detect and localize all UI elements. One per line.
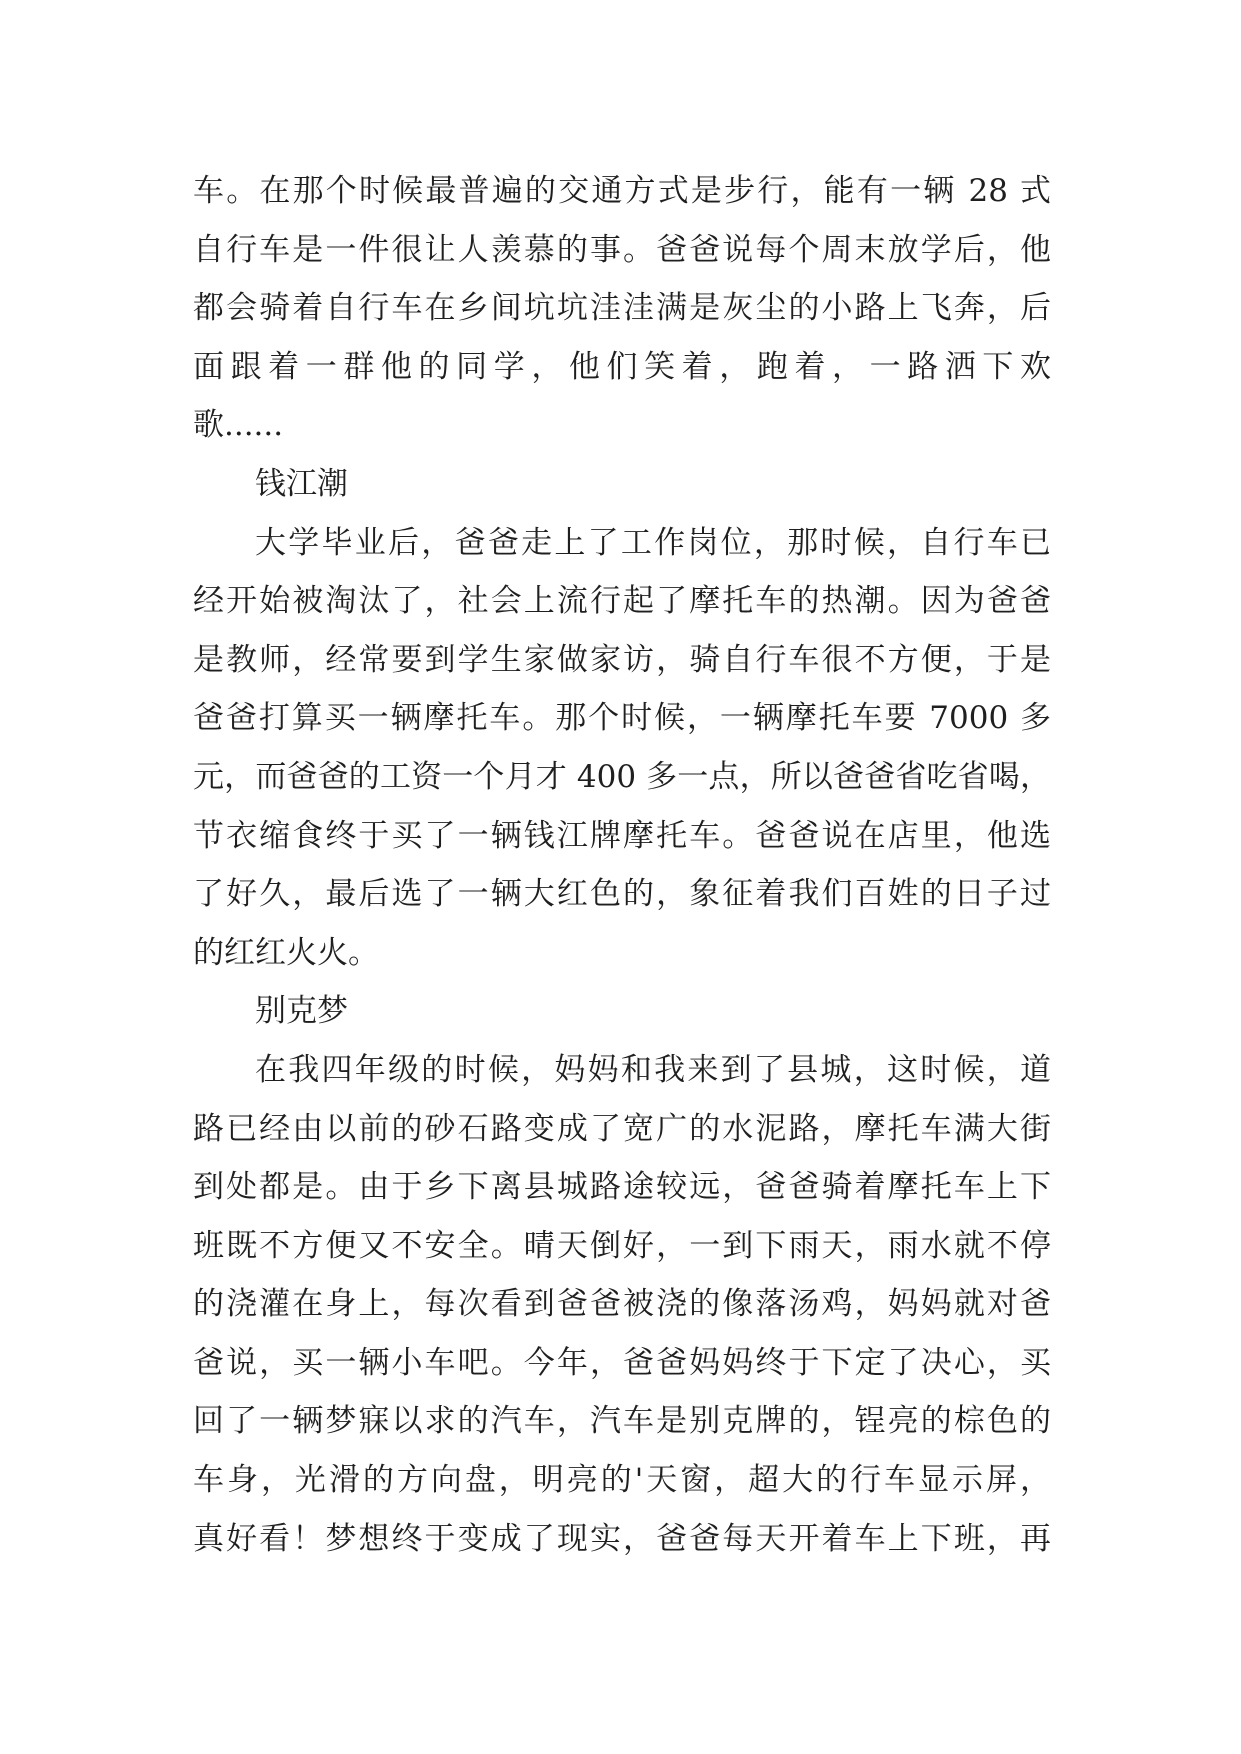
text-line: 大学毕业后，爸爸走上了工作岗位，那时候，自行车已 [255,524,1051,561]
text-line: 到处都是。由于乡下离县城路途较远，爸爸骑着摩托车上下 [193,1169,1051,1206]
text-line: 的浇灌在身上，每次看到爸爸被浇的像落汤鸡，妈妈就对爸 [193,1286,1051,1323]
text-line: 爸说，买一辆小车吧。今年，爸爸妈妈终于下定了决心，买 [193,1344,1051,1381]
text-line: 在我四年级的时候，妈妈和我来到了县城，这时候，道 [255,1051,1051,1088]
section-heading: 钱江潮 [255,465,348,502]
text-line: 节衣缩食终于买了一辆钱江牌摩托车。爸爸说在店里，他选 [193,817,1051,854]
text-line: 是教师，经常要到学生家做家访，骑自行车很不方便，于是 [193,641,1051,678]
text-line: 自行车是一件很让人羡慕的事。爸爸说每个周末放学后，他 [193,231,1051,268]
text-line: 爸爸打算买一辆摩托车。那个时候，一辆摩托车要 7000 多 [193,700,1051,737]
text-line: 的红红火火。 [193,934,379,971]
text-line: 经开始被淘汰了，社会上流行起了摩托车的热潮。因为爸爸 [193,583,1051,620]
text-line: 元，而爸爸的工资一个月才 400 多一点，所以爸爸省吃省喝， [193,758,1051,795]
section-heading: 别克梦 [255,993,348,1030]
text-line: 真好看！梦想终于变成了现实，爸爸每天开着车上下班，再 [193,1520,1051,1557]
text-line: 都会骑着自行车在乡间坑坑洼洼满是灰尘的小路上飞奔，后 [193,290,1051,327]
text-line: 面跟着一群他的同学，他们笑着，跑着，一路洒下欢 [193,348,1051,385]
text-line: 歌...... [193,407,284,444]
text-line: 班既不方便又不安全。晴天倒好，一到下雨天，雨水就不停 [193,1227,1051,1264]
body-text [193,162,1051,1568]
text-line: 车身，光滑的方向盘，明亮的'天窗，超大的行车显示屏， [193,1462,1051,1499]
text-line: 路已经由以前的砂石路变成了宽广的水泥路，摩托车满大街 [193,1110,1051,1147]
text-line: 回了一辆梦寐以求的汽车，汽车是别克牌的，锃亮的棕色的 [193,1403,1051,1440]
text-line: 车。在那个时候最普遍的交通方式是步行，能有一辆 28 式 [193,173,1051,209]
text-line: 了好久，最后选了一辆大红色的，象征着我们百姓的日子过 [193,876,1051,913]
